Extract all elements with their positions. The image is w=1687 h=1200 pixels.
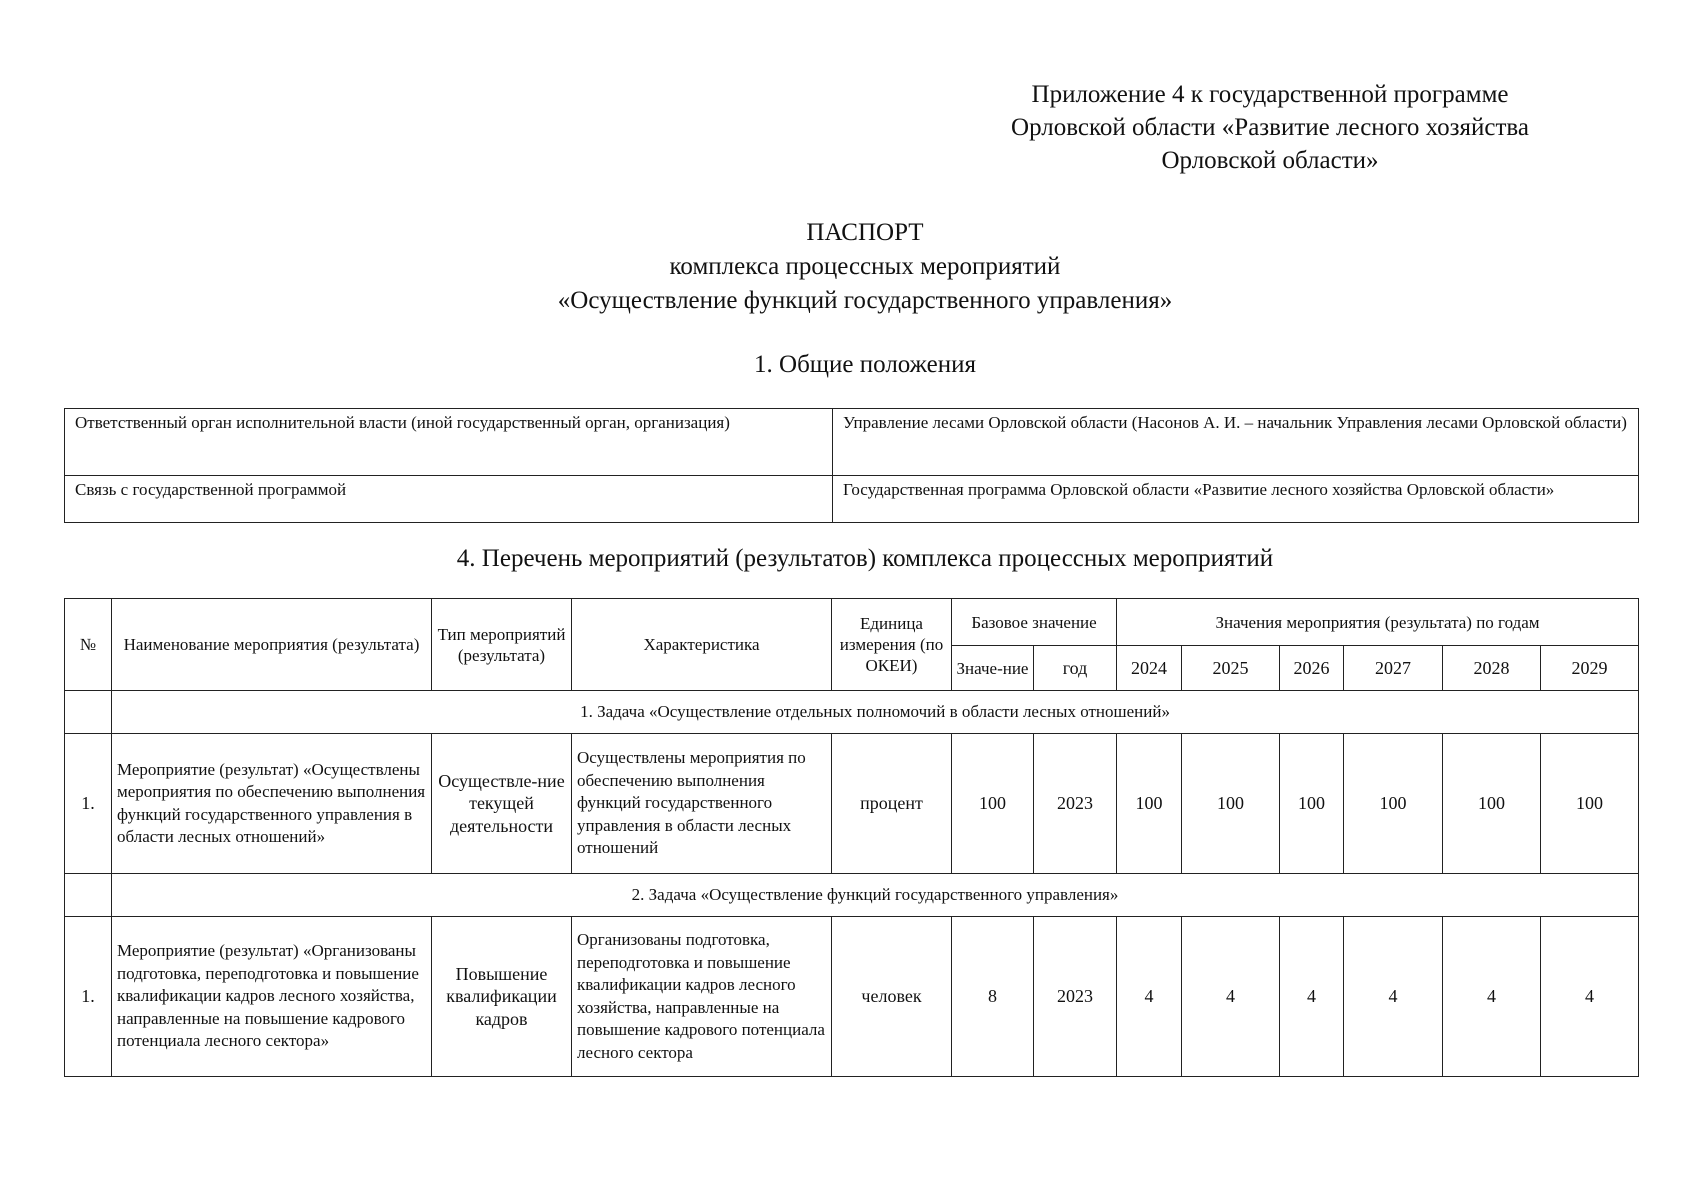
passport-heading: [0, 216, 1687, 318]
year-header: 2025: [1182, 646, 1280, 691]
row-label: Ответственный орган исполнительной власти (иной государственный орган, организация): [65, 409, 833, 476]
measure-unit: процент: [832, 734, 952, 874]
annex-line: Орловской области»: [1161, 147, 1379, 174]
row-label: Связь с государственной программой: [65, 476, 833, 523]
base-year: 2023: [1034, 917, 1117, 1077]
base-year: 2023: [1034, 734, 1117, 874]
year-value: 4: [1117, 917, 1182, 1077]
measure-unit: человек: [832, 917, 952, 1077]
year-header: 2029: [1541, 646, 1639, 691]
base-value: 8: [952, 917, 1034, 1077]
measure-type: Повышение квалификации кадров: [432, 917, 572, 1077]
year-value: 4: [1182, 917, 1280, 1077]
header-row: [65, 599, 1639, 646]
year-value: 4: [1280, 917, 1344, 1077]
base-value-header: Значе-ние: [952, 646, 1034, 691]
year-value: 4: [1344, 917, 1443, 1077]
measure-name: Мероприятие (результат) «Организованы подготовка, переподготовка и повышение квалификации кадров лесного хозяйства, направленные на повышение кадрового потенциала лесного сектора»: [112, 917, 432, 1077]
year-value: 100: [1344, 734, 1443, 874]
year-header: 2026: [1280, 646, 1344, 691]
base-year-header: год: [1034, 646, 1117, 691]
type-header: Тип мероприятий (результата): [432, 599, 572, 691]
year-header: 2024: [1117, 646, 1182, 691]
passport-name: «Осуществление функций государственного управления»: [557, 287, 1173, 314]
task-num-cell: [65, 874, 112, 917]
passport-subtitle: комплекса процессных мероприятий: [669, 253, 1061, 280]
year-value: 100: [1541, 734, 1639, 874]
year-value: 100: [1182, 734, 1280, 874]
characteristic-header: Характеристика: [572, 599, 832, 691]
passport-title: ПАСПОРТ: [806, 219, 924, 246]
measure-characteristic: Осуществлены мероприятия по обеспечению выполнения функций государственного управления в области лесных отношений: [572, 734, 832, 874]
table-row: [65, 409, 1639, 476]
measure-type: Осуществле-ние текущей деятельности: [432, 734, 572, 874]
task-title: 2. Задача «Осуществление функций государственного управления»: [112, 874, 1639, 917]
unit-header: Единица измерения (по ОКЕИ): [832, 599, 952, 691]
general-provisions-table: [64, 408, 1639, 523]
year-value: 100: [1117, 734, 1182, 874]
name-header: Наименование мероприятия (результата): [112, 599, 432, 691]
measure-name: Мероприятие (результат) «Осуществлены мероприятия по обеспечению выполнения функций государственного управления в области лесных отношений»: [112, 734, 432, 874]
measure-row: [65, 734, 1639, 874]
num-header: №: [65, 599, 112, 691]
annex-header: [900, 78, 1640, 177]
year-value: 100: [1280, 734, 1344, 874]
measures-table: [64, 598, 1639, 1077]
annex-line: Приложение 4 к государственной программе: [1031, 81, 1509, 108]
year-value: 100: [1443, 734, 1541, 874]
table-row: [65, 476, 1639, 523]
measure-num: 1.: [65, 734, 112, 874]
annex-line: Орловской области «Развитие лесного хозяйства: [1011, 114, 1529, 141]
row-value: Государственная программа Орловской области «Развитие лесного хозяйства Орловской области»: [833, 476, 1639, 523]
task-row: [65, 691, 1639, 734]
year-header: 2027: [1344, 646, 1443, 691]
measure-characteristic: Организованы подготовка, переподготовка и повышение квалификации кадров лесного хозяйства, направленные на повышение кадрового потенциала лесного сектора: [572, 917, 832, 1077]
measure-row: [65, 917, 1639, 1077]
section-title: 1. Общие положения: [754, 351, 976, 378]
base-value: 100: [952, 734, 1034, 874]
year-value: 4: [1541, 917, 1639, 1077]
row-value: Управление лесами Орловской области (Насонов А. И. – начальник Управления лесами Орловской области): [833, 409, 1639, 476]
task-title: 1. Задача «Осуществление отдельных полномочий в области лесных отношений»: [112, 691, 1639, 734]
base-header: Базовое значение: [952, 599, 1117, 646]
task-num-cell: [65, 691, 112, 734]
section-title: 4. Перечень мероприятий (результатов) комплекса процессных мероприятий: [456, 545, 1274, 572]
years-group-header: Значения мероприятия (результата) по годам: [1117, 599, 1639, 646]
measure-num: 1.: [65, 917, 112, 1077]
year-header: 2028: [1443, 646, 1541, 691]
year-value: 4: [1443, 917, 1541, 1077]
task-row: [65, 874, 1639, 917]
